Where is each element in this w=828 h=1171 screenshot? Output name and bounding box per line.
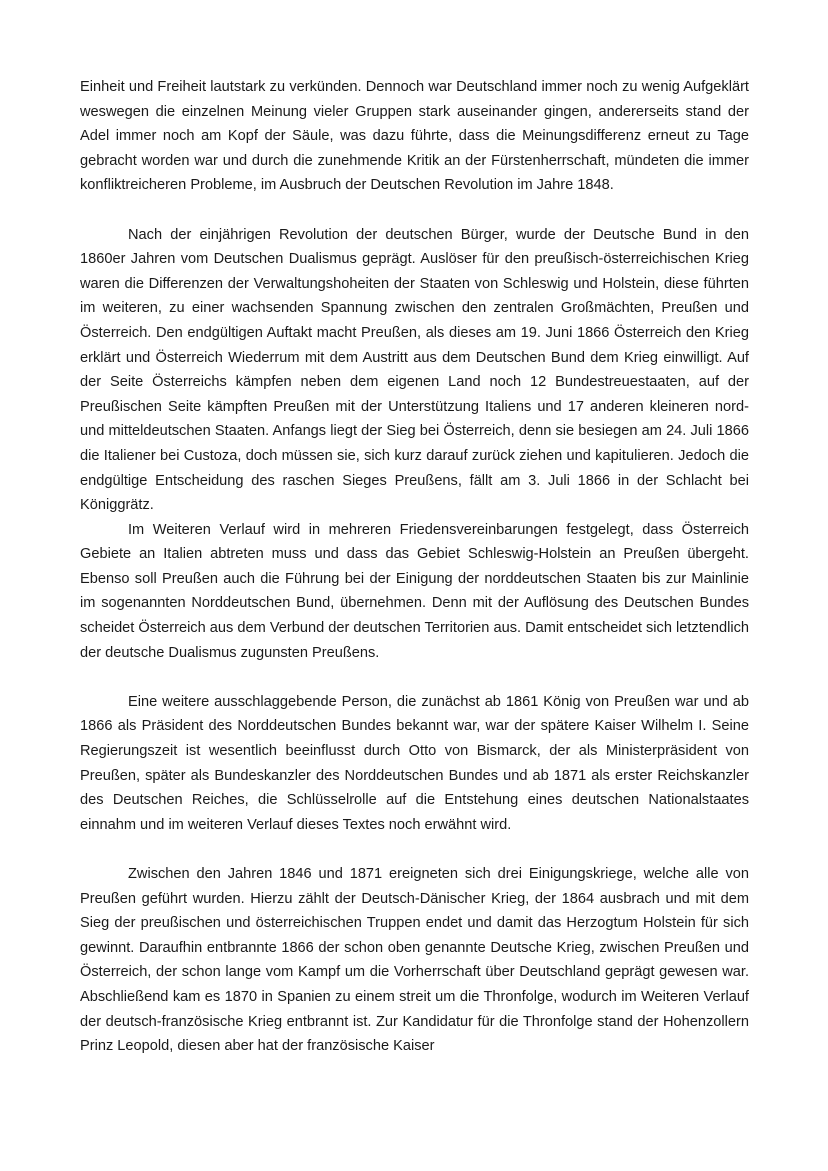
paragraph-deutscher-dualismus: Nach der einjährigen Revolution der deutschen Bürger, wurde der Deutsche Bund in den 1860er Jahren vom Deutschen Dualismus geprägt. Auslöser für den preußisch-österreichischen Krieg waren die Differenzen der Verwaltungshoheiten der Staaten von Schleswig und Holstein, diese führten im weiteren, zu einer wachsenden Spannung zwischen den zentralen Großmächten, Preußen und Österreich. Den endgültigen Auftakt macht Preußen, als dieses am 19. Juni 1866 Österreich den Krieg erklärt und Österreich Wiederrum mit dem Austritt aus dem Deutschen Bund dem Krieg einwilligt. Auf der Seite Österreichs kämpfen neben dem eigenen Land noch 12 Bundestreuestaaten, auf der Preußischen Seite kämpften Preußen mit der Unterstützung Italiens und 17 anderen kleineren nord- und mitteldeutschen Staaten. Anfangs liegt der Sieg bei Österreich, denn sie besiegen am 24. Juli 1866 die Italiener bei Custoza, doch müssen sie, sich kurz darauf zurück ziehen und kapitulieren. Jedoch die endgültige Entscheidung des raschen Sieges Preußens, fällt am 3. Juli 1866 in der Schlacht bei Königgrätz. [80, 226, 749, 514]
document-page [80, 75, 749, 1059]
paragraph-einigungskriege: Zwischen den Jahren 1846 und 1871 ereigneten sich drei Einigungskriege, welche alle von Preußen geführt wurden. Hierzu zählt der Deutsch-Dänischer Krieg, der 1864 ausbrach und mit dem Sieg der preußischen und österreichischen Truppen endet und damit das Herzogtum Holstein für sich gewinnt. Daraufhin entbrannte 1866 der schon oben genannte Deutsche Krieg, zwischen Preußen und Österreich, der schon lange vom Kampf um die Vorherrschaft über Deutschland geprägt gewesen war. Abschließend kam es 1870 in Spanien zu einem streit um die Thronfolge, wodurch im Weiteren Verlauf der deutsch-französische Krieg entbrannt ist. Zur Kandidatur für die Thronfolge stand der Hohenzollern Prinz Leopold, diesen aber hat der französische Kaiser [80, 866, 749, 1055]
paragraph-friedensvereinbarungen: Im Weiteren Verlauf wird in mehreren Friedensvereinbarungen festgelegt, dass Österreich Gebiete an Italien abtreten muss und dass das Gebiet Schleswig-Holstein an Preußen übergeht. Ebenso soll Preußen auch die Führung bei der Einigung der norddeutschen Staaten bis zur Mainlinie im sogenannten Norddeutschen Bund, übernehmen. Denn mit der Auflösung des Deutschen Bundes scheidet Österreich aus dem Verbund der deutschen Territorien aus. Damit entscheidet sich letztendlich der deutsche Dualismus zugunsten Preußens. [80, 521, 749, 661]
paragraph-wilhelm-bismarck: Eine weitere ausschlaggebende Person, die zunächst ab 1861 König von Preußen war und ab 1866 als Präsident des Norddeutschen Bundes bekannt war, war der spätere Kaiser Wilhelm I. Seine Regierungszeit ist wesentlich beeinflusst durch Otto von Bismarck, der als Ministerpräsident von Preußen, später als Bundeskanzler des Norddeutschen Bundes und ab 1871 als erster Reichskanzler des Deutschen Reiches, die Schlüsselrolle auf die Entstehung eines deutschen Nationalstaates einnahm und im weiteren Verlauf dieses Textes noch erwähnt wird. [80, 693, 749, 833]
paragraph-revolution-1848: Einheit und Freiheit lautstark zu verkünden. Dennoch war Deutschland immer noch zu wenig Aufgeklärt weswegen die einzelnen Meinung vieler Gruppen stark auseinander gingen, andererseits stand der Adel immer noch am Kopf der Säule, was dazu führte, dass die Meinungsdifferenz erneut zu Tage gebracht worden war und durch die zunehmende Kritik an der Fürstenherrschaft, mündeten die immer konfliktreicheren Probleme, im Ausbruch der Deutschen Revolution im Jahre 1848. [80, 79, 749, 194]
